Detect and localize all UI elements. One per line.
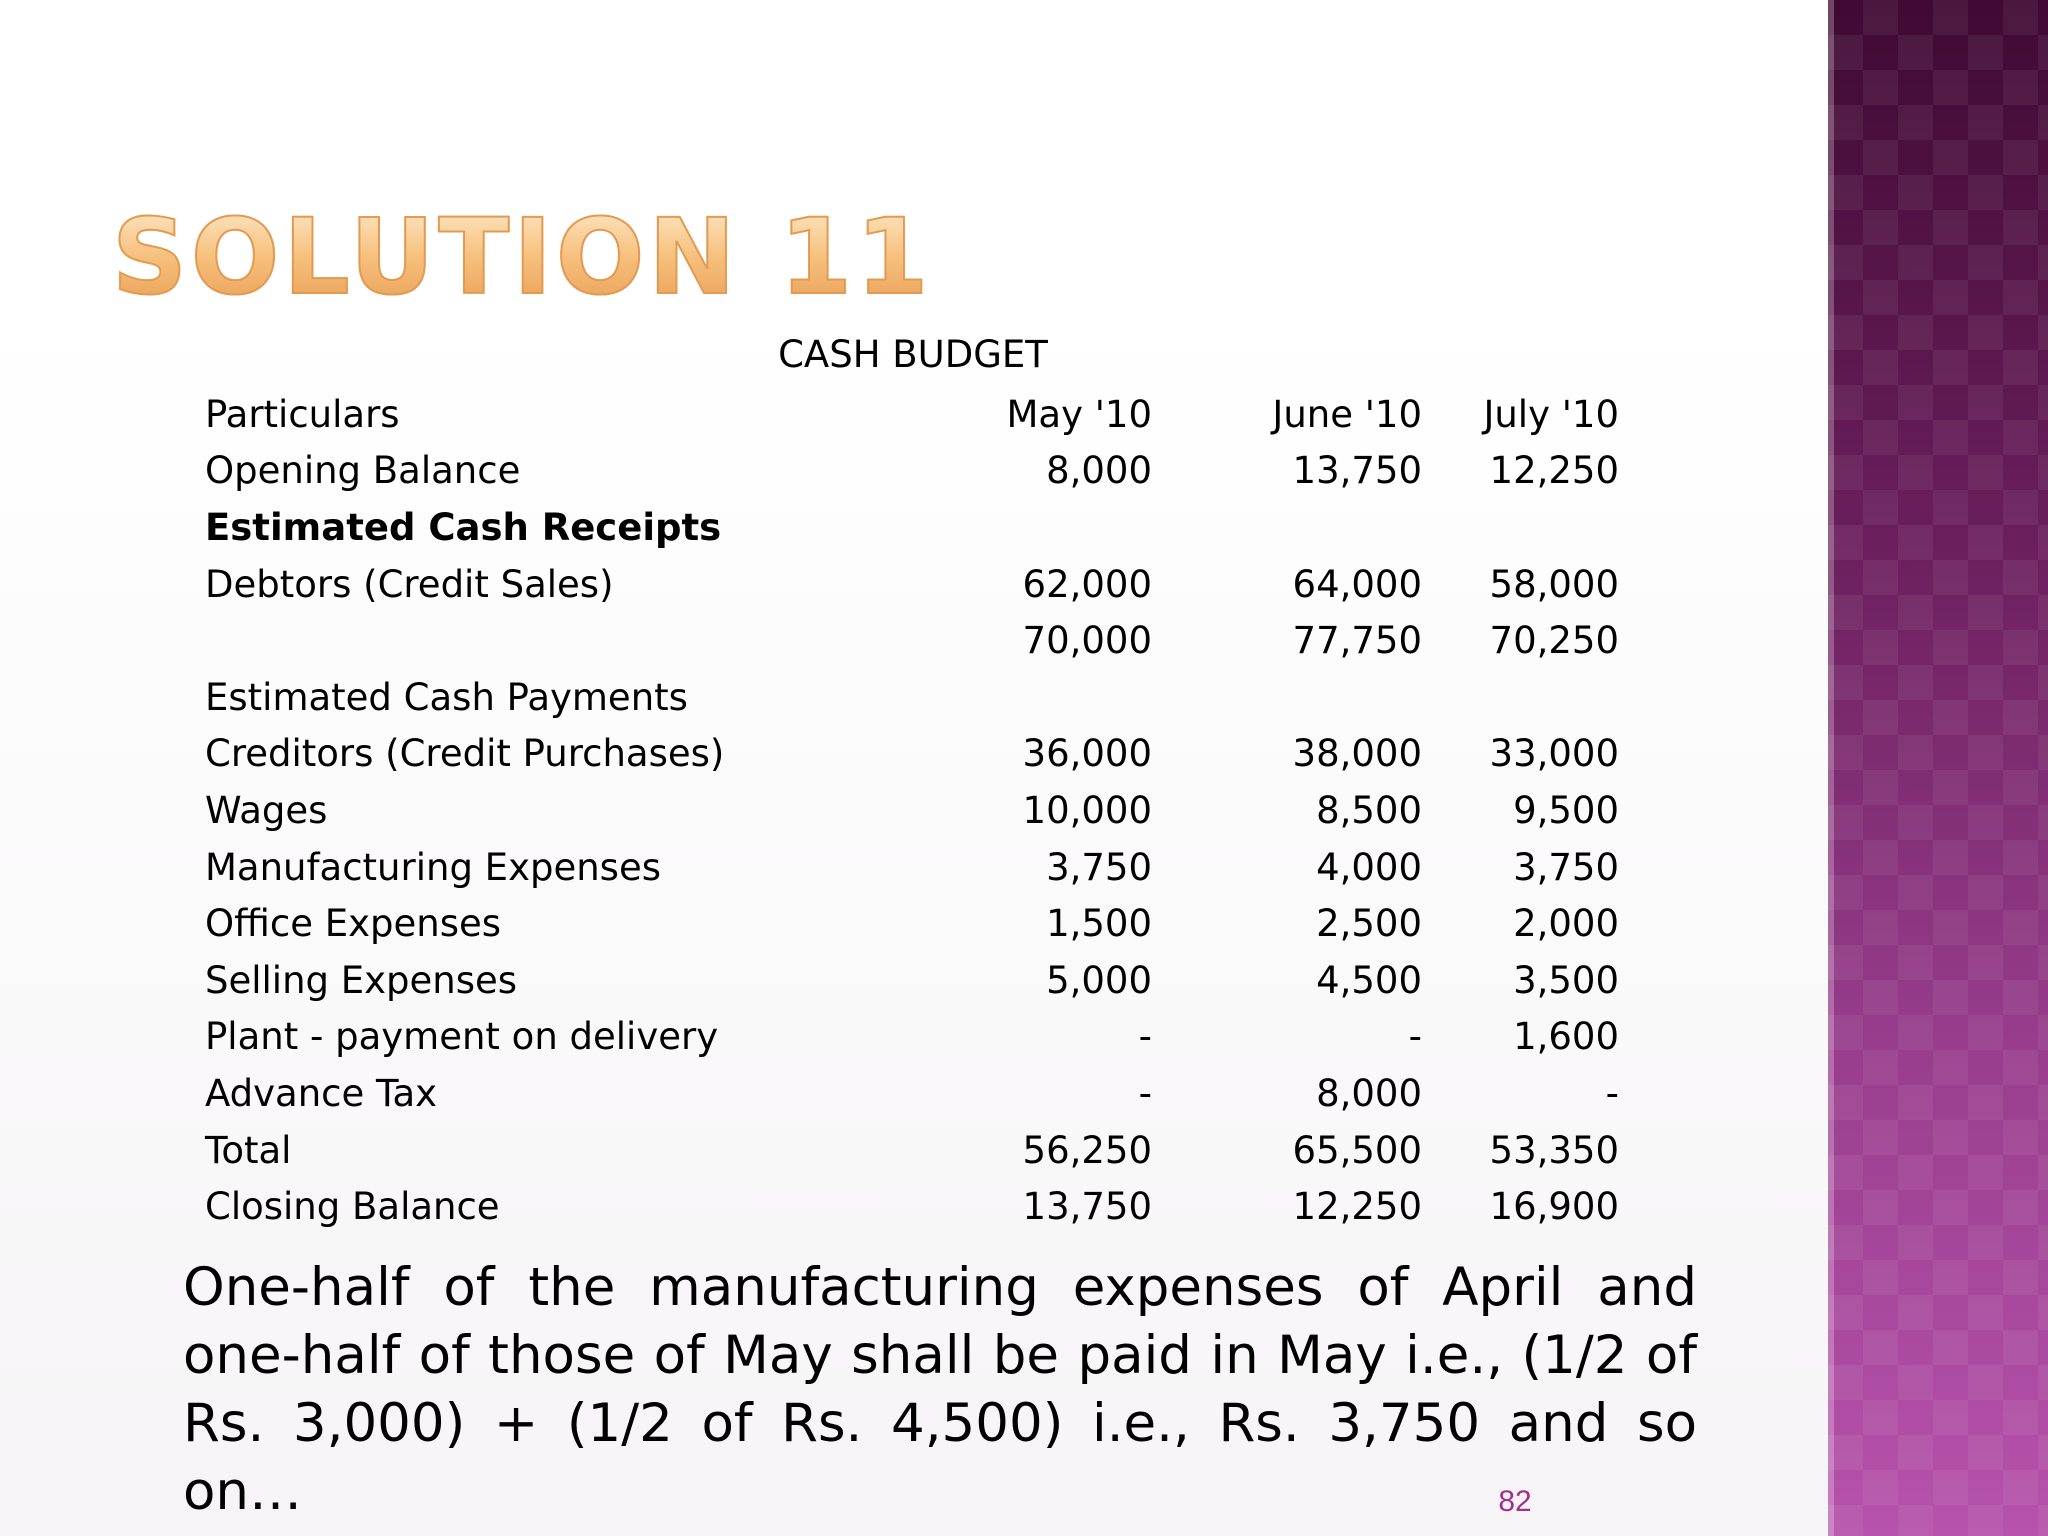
row-value-may: 1,500 bbox=[1046, 902, 1152, 946]
table-row bbox=[205, 839, 1619, 896]
row-label: Debtors (Credit Sales) bbox=[205, 562, 614, 606]
row-value-july: 9,500 bbox=[1513, 788, 1619, 832]
table-subtotal-row bbox=[205, 612, 1619, 669]
row-value-july: 2,000 bbox=[1513, 902, 1619, 946]
table-section-row bbox=[205, 669, 1619, 726]
row-label: Creditors (Credit Purchases) bbox=[205, 732, 725, 776]
row-value-may: - bbox=[1138, 1015, 1152, 1059]
row-value-june: 2,500 bbox=[1316, 902, 1422, 946]
row-value-july: 33,000 bbox=[1489, 732, 1619, 776]
table-total-row bbox=[205, 1122, 1619, 1179]
row-value-july: 53,350 bbox=[1489, 1128, 1619, 1172]
slide-title: SOLUTION 11 bbox=[112, 196, 933, 318]
table-row bbox=[205, 1065, 1619, 1122]
table-row bbox=[205, 556, 1619, 613]
row-value-june: 38,000 bbox=[1292, 732, 1422, 776]
table-row bbox=[205, 782, 1619, 839]
row-label: Office Expenses bbox=[205, 902, 502, 946]
header-july: July '10 bbox=[1483, 392, 1619, 436]
section-label: Estimated Cash Payments bbox=[205, 675, 688, 719]
row-value-may bbox=[961, 499, 1152, 556]
row-value-june: 8,000 bbox=[1316, 1071, 1422, 1115]
row-value-june: 65,500 bbox=[1292, 1128, 1422, 1172]
row-value-may: - bbox=[1138, 1071, 1152, 1115]
row-label: Manufacturing Expenses bbox=[205, 845, 661, 889]
side-band-edge bbox=[1828, 0, 1834, 1536]
table-section-row bbox=[205, 499, 1619, 556]
table-header-row bbox=[205, 386, 1619, 443]
row-value-may bbox=[961, 669, 1152, 726]
row-value-may: 10,000 bbox=[1022, 788, 1152, 832]
row-label bbox=[205, 612, 961, 669]
row-value-july: 1,600 bbox=[1513, 1015, 1619, 1059]
row-value-june: 13,750 bbox=[1292, 449, 1422, 493]
row-label: Selling Expenses bbox=[205, 958, 518, 1002]
row-value-july: 16,900 bbox=[1489, 1185, 1619, 1229]
row-value-june: 4,000 bbox=[1316, 845, 1422, 889]
row-value-june: 8,500 bbox=[1316, 788, 1422, 832]
header-may: May '10 bbox=[1006, 392, 1152, 436]
row-value-may: 70,000 bbox=[1022, 619, 1152, 663]
table-heading: CASH BUDGET bbox=[778, 333, 1048, 376]
table-row bbox=[205, 443, 1619, 500]
row-value-june: 4,500 bbox=[1316, 958, 1422, 1002]
row-value-july: 70,250 bbox=[1489, 619, 1619, 663]
cash-budget-table bbox=[205, 386, 1619, 1235]
row-value-july: 3,750 bbox=[1513, 845, 1619, 889]
header-june: June '10 bbox=[1272, 392, 1422, 436]
row-label: Closing Balance bbox=[205, 1185, 500, 1229]
row-value-may: 5,000 bbox=[1046, 958, 1152, 1002]
explanation-note: One-half of the manufacturing expenses of April and one-half of those of May shall be paid in May i.e., (1/2 of Rs. 3,000) + (1/2 of Rs. 4,500) i.e., Rs. 3,750 and so on… bbox=[183, 1257, 1697, 1522]
table-row bbox=[205, 895, 1619, 952]
row-value-june: - bbox=[1408, 1015, 1422, 1059]
row-value-may: 36,000 bbox=[1022, 732, 1152, 776]
row-value-june: 77,750 bbox=[1292, 619, 1422, 663]
row-value-july: 12,250 bbox=[1489, 449, 1619, 493]
row-value-may: 13,750 bbox=[1022, 1185, 1152, 1229]
row-label: Wages bbox=[205, 788, 328, 832]
table-row bbox=[205, 1009, 1619, 1066]
row-value-may: 62,000 bbox=[1022, 562, 1152, 606]
row-value-june bbox=[1152, 499, 1422, 556]
section-label: Estimated Cash Receipts bbox=[205, 505, 722, 549]
table-closing-row bbox=[205, 1178, 1619, 1235]
diamond-pattern bbox=[1828, 0, 2048, 1536]
row-label: Plant - payment on delivery bbox=[205, 1015, 719, 1059]
table-row bbox=[205, 726, 1619, 783]
header-particulars: Particulars bbox=[205, 392, 400, 436]
row-label: Total bbox=[205, 1128, 292, 1172]
row-value-july bbox=[1422, 499, 1619, 556]
page-number: 82 bbox=[1498, 1485, 1532, 1518]
decorative-side-band bbox=[1828, 0, 2048, 1536]
row-value-july: 58,000 bbox=[1489, 562, 1619, 606]
row-value-july: - bbox=[1605, 1071, 1619, 1115]
row-value-july bbox=[1422, 669, 1619, 726]
row-value-may: 8,000 bbox=[1046, 449, 1152, 493]
row-value-june: 12,250 bbox=[1292, 1185, 1422, 1229]
table-row bbox=[205, 952, 1619, 1009]
row-value-june: 64,000 bbox=[1292, 562, 1422, 606]
row-value-may: 56,250 bbox=[1022, 1128, 1152, 1172]
row-value-july: 3,500 bbox=[1513, 958, 1619, 1002]
row-value-june bbox=[1152, 669, 1422, 726]
row-label: Advance Tax bbox=[205, 1071, 438, 1115]
row-label: Opening Balance bbox=[205, 449, 521, 493]
row-value-may: 3,750 bbox=[1046, 845, 1152, 889]
